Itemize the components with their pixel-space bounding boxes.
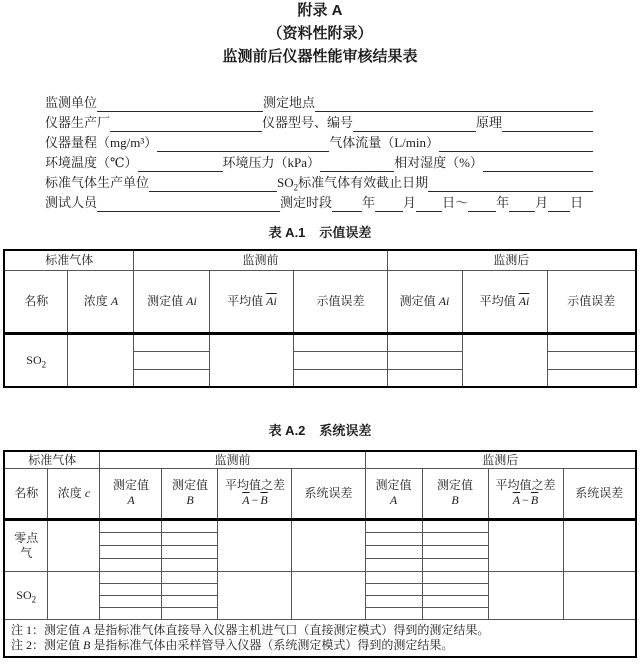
ambient-pressure-label: 环境压力（kPa） <box>222 155 321 170</box>
tester-label: 测试人员 <box>45 195 98 210</box>
tester-field <box>97 196 280 212</box>
month-field-start <box>375 196 403 212</box>
measure-period-label: 测定时段 <box>280 195 333 210</box>
ambient-pressure-field <box>320 156 394 172</box>
header-form <box>45 92 593 212</box>
a1-measured-after-cell-2 <box>387 351 462 369</box>
monitoring-unit-field <box>97 96 263 112</box>
a1-measured-after-cell-1 <box>387 333 462 351</box>
a2-zero-b-after-cell-1 <box>422 519 488 532</box>
form-line-manufacturer <box>45 112 593 132</box>
a1-error-before-cell-3 <box>294 369 387 387</box>
a2-zero-a-after-cell-1 <box>365 519 422 532</box>
a2-header-standard-gas: 标准气体 <box>4 451 100 468</box>
a1-header-error-before: 示值误差 <box>294 270 387 333</box>
a2-zero-gas-label: 零点 气 <box>4 519 48 571</box>
principle-label: 原理 <box>476 115 503 130</box>
a2-zero-a-after-cell-3 <box>365 545 422 558</box>
a2-zero-b-after-cell-4 <box>422 558 488 571</box>
title-block <box>0 0 640 65</box>
form-line-unit-location <box>45 92 593 112</box>
table-notes <box>4 619 636 657</box>
table-a1-caption <box>0 226 640 240</box>
a2-so2-a-before-cell-2 <box>100 583 162 595</box>
note-1: 注 1：测定值 A 是指标准气体直接导入仪器主机进气口（直接测定模式）得到的测定结果。 <box>10 622 490 637</box>
a2-so2-error-after-cell <box>563 571 636 619</box>
model-number-label: 仪器型号、编号 <box>262 115 354 130</box>
a1-so2-row <box>4 333 636 351</box>
a2-header-concentration: 浓度 c <box>48 468 100 519</box>
a1-header-after: 监测后 <box>387 250 636 270</box>
table-a1-indication-error <box>3 249 637 388</box>
a1-header-measured-before: 测定值 Ai <box>134 270 210 333</box>
a2-zero-diff-after-cell <box>488 519 563 571</box>
a2-so2-row <box>4 571 636 583</box>
a2-so2-a-after-cell-4 <box>365 607 422 619</box>
appendix-title: 附录 A <box>297 2 343 19</box>
a1-header-concentration: 浓度 A <box>68 270 134 333</box>
manufacturer-field <box>110 116 262 132</box>
a2-so2-error-before-cell <box>292 571 365 619</box>
a2-so2-b-after-cell-3 <box>422 595 488 607</box>
day-tilde-label: 日～ <box>442 195 469 210</box>
gas-flow-label: 气体流量（L/min） <box>329 135 440 150</box>
a2-so2-a-after-cell-1 <box>365 571 422 583</box>
a1-error-after-cell-3 <box>547 369 636 387</box>
a1-header-error-after: 示值误差 <box>547 270 636 333</box>
month-label-start: 月 <box>403 195 417 210</box>
a2-zero-error-before-cell <box>292 519 365 571</box>
a1-measured-before-cell-1 <box>134 333 210 351</box>
manufacturer-label: 仪器生产厂 <box>45 115 111 130</box>
a1-error-after-cell-2 <box>547 351 636 369</box>
a2-header-measured-b-after: 测定值 B <box>422 468 488 519</box>
a2-zero-a-after-cell-4 <box>365 558 422 571</box>
a2-zero-b-before-cell-4 <box>162 558 218 571</box>
a1-average-before-cell <box>210 333 294 387</box>
a2-zero-concentration-cell <box>48 519 100 571</box>
relative-humidity-field <box>483 156 593 172</box>
monitoring-unit-label: 监测单位 <box>45 95 98 110</box>
a2-zero-b-after-cell-2 <box>422 532 488 545</box>
table-a1-title: 示值误差 <box>319 225 372 240</box>
a2-header-measured-b-before: 测定值 B <box>162 468 218 519</box>
a2-header-system-error-before: 系统误差 <box>292 468 365 519</box>
a2-zero-error-after-cell <box>563 519 636 571</box>
a1-header-measured-after: 测定值 Ai <box>387 270 462 333</box>
form-line-standard-gas <box>45 172 593 192</box>
a2-so2-b-before-cell-3 <box>162 595 218 607</box>
day-field-start <box>416 196 442 212</box>
standard-gas-producer-field <box>149 176 277 192</box>
a1-average-after-cell <box>462 333 547 387</box>
a1-error-before-cell-2 <box>294 351 387 369</box>
a2-so2-a-before-cell-3 <box>100 595 162 607</box>
instrument-range-label: 仪器量程（mg/m³） <box>45 135 158 150</box>
a2-so2-b-after-cell-4 <box>422 607 488 619</box>
a2-so2-a-before-cell-4 <box>100 607 162 619</box>
measure-location-label: 测定地点 <box>263 95 316 110</box>
standard-gas-producer-label: 标准气体生产单位 <box>45 175 150 190</box>
a2-so2-concentration-cell <box>48 571 100 619</box>
gas-flow-field <box>439 136 593 152</box>
a1-header-name: 名称 <box>4 270 68 333</box>
table-a2-system-error <box>3 450 637 658</box>
a1-measured-before-cell-2 <box>134 351 210 369</box>
a2-zero-a-after-cell-2 <box>365 532 422 545</box>
day-field-end <box>548 196 570 212</box>
a2-zero-a-before-cell-4 <box>100 558 162 571</box>
measure-location-field <box>315 96 593 112</box>
form-line-environment <box>45 152 593 172</box>
a2-zero-b-before-cell-3 <box>162 545 218 558</box>
a2-header-after: 监测后 <box>365 451 636 468</box>
a2-zero-a-before-cell-3 <box>100 545 162 558</box>
a2-header-name: 名称 <box>4 468 48 519</box>
so2-expiry-field <box>428 176 593 192</box>
table-a2-number: 表 A.2 <box>268 423 306 438</box>
a1-header-standard-gas: 标准气体 <box>4 250 134 270</box>
a1-error-after-cell-1 <box>547 333 636 351</box>
a2-so2-a-after-cell-2 <box>365 583 422 595</box>
year-label-start: 年 <box>362 195 376 210</box>
month-label-end: 月 <box>535 195 549 210</box>
table-a1-number: 表 A.1 <box>268 225 306 240</box>
a2-zero-b-before-cell-1 <box>162 519 218 532</box>
a2-so2-label: $SO_2$ <box>4 571 48 619</box>
page-title: 监测前后仪器性能审核结果表 <box>222 48 418 65</box>
note-2: 注 2：测定值 B 是指标准气体由采样管导入仪器（系统测定模式）得到的测定结果。 <box>10 637 454 652</box>
a2-so2-b-before-cell-2 <box>162 583 218 595</box>
informative-subtitle: （资料性附录） <box>267 25 373 42</box>
form-line-range-flow <box>45 132 593 152</box>
a1-header-average-before: 平均值 $\overline{Ai}$ <box>210 270 294 333</box>
ambient-temperature-field <box>138 156 223 172</box>
a2-header-measured-a-before: 测定值 A <box>100 468 162 519</box>
relative-humidity-label: 相对湿度（%） <box>394 155 483 170</box>
model-number-field <box>353 116 476 132</box>
a1-measured-before-cell-3 <box>134 369 210 387</box>
a2-header-average-diff-before: 平均值之差 $\overline{A} - \overline{B}$ <box>218 468 292 519</box>
a2-so2-diff-before-cell <box>218 571 292 619</box>
so2-expiry-label: $SO_2$标准气体有效截止日期 <box>277 175 429 193</box>
a2-notes-row <box>4 619 636 657</box>
a2-so2-b-after-cell-1 <box>422 571 488 583</box>
a2-zero-a-before-cell-1 <box>100 519 162 532</box>
table-a2-title: 系统误差 <box>319 423 372 438</box>
a1-measured-after-cell-3 <box>387 369 462 387</box>
a1-concentration-cell <box>68 333 134 387</box>
day-label-end: 日 <box>570 195 584 210</box>
ambient-temperature-label: 环境温度（℃） <box>45 155 138 170</box>
a1-header-before: 监测前 <box>134 250 387 270</box>
month-field-end <box>509 196 535 212</box>
a2-header-average-diff-after: 平均值之差 $\overline{A} - \overline{B}$ <box>488 468 563 519</box>
a2-zero-b-after-cell-3 <box>422 545 488 558</box>
a2-header-system-error-after: 系统误差 <box>563 468 636 519</box>
table-a2-caption <box>0 424 640 438</box>
form-line-personnel-period <box>45 192 593 212</box>
a2-so2-a-after-cell-3 <box>365 595 422 607</box>
a2-so2-diff-after-cell <box>488 571 563 619</box>
principle-field <box>502 116 593 132</box>
a2-header-measured-a-after: 测定值 A <box>365 468 422 519</box>
a2-so2-b-before-cell-4 <box>162 607 218 619</box>
a1-so2-label: $SO_2$ <box>4 333 68 387</box>
a2-so2-b-after-cell-2 <box>422 583 488 595</box>
a2-zero-diff-before-cell <box>218 519 292 571</box>
year-field-start <box>332 196 362 212</box>
a2-zero-a-before-cell-2 <box>100 532 162 545</box>
a1-header-average-after: 平均值 $\overline{Ai}$ <box>462 270 547 333</box>
a2-zero-b-before-cell-2 <box>162 532 218 545</box>
year-field-end <box>468 196 496 212</box>
a2-header-before: 监测前 <box>100 451 365 468</box>
a2-zero-gas-row <box>4 519 636 532</box>
year-label-end: 年 <box>496 195 510 210</box>
instrument-range-field <box>157 136 329 152</box>
a1-error-before-cell-1 <box>294 333 387 351</box>
a2-so2-b-before-cell-1 <box>162 571 218 583</box>
a2-so2-a-before-cell-1 <box>100 571 162 583</box>
